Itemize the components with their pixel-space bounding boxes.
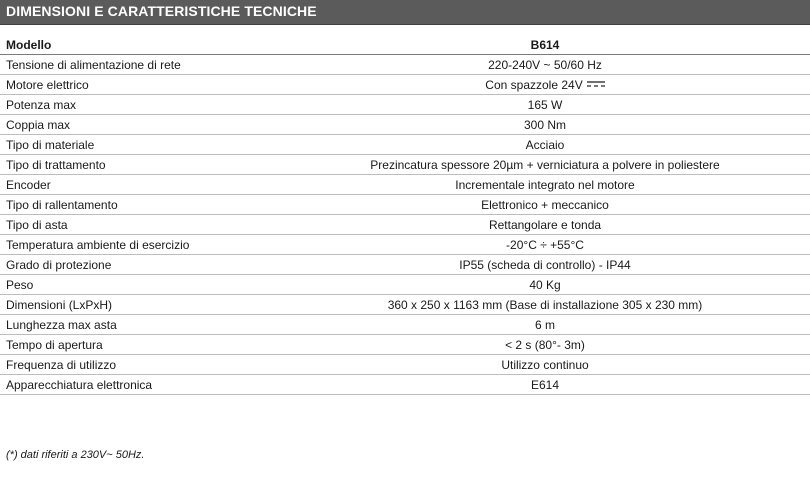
table-header-row — [0, 35, 810, 55]
footnote: (*) dati riferiti a 230V~ 50Hz. — [6, 449, 145, 461]
table-row — [0, 315, 810, 335]
spec-table — [0, 35, 810, 395]
row-label: Grado di protezione — [0, 255, 280, 275]
table-row — [0, 295, 810, 315]
row-value: Con spazzole 24V — [485, 77, 583, 92]
header-model: B614 — [280, 35, 810, 55]
row-label: Coppia max — [0, 115, 280, 135]
row-value: -20°C ÷ +55°C — [280, 235, 810, 255]
row-value: IP55 (scheda di controllo) - IP44 — [280, 255, 810, 275]
row-value: Rettangolare e tonda — [280, 215, 810, 235]
dc-current-icon — [587, 80, 605, 88]
table-row — [0, 75, 810, 95]
row-label: Tipo di materiale — [0, 135, 280, 155]
row-value: Elettronico + meccanico — [280, 195, 810, 215]
row-label: Motore elettrico — [0, 75, 280, 95]
section-title: DIMENSIONI E CARATTERISTICHE TECNICHE — [6, 3, 317, 19]
table-row — [0, 55, 810, 75]
row-value-cell — [280, 75, 810, 95]
row-label: Apparecchiatura elettronica — [0, 375, 280, 395]
row-value: 6 m — [280, 315, 810, 335]
row-label: Dimensioni (LxPxH) — [0, 295, 280, 315]
row-label: Tempo di apertura — [0, 335, 280, 355]
table-row — [0, 235, 810, 255]
row-label: Lunghezza max asta — [0, 315, 280, 335]
row-value: 300 Nm — [280, 115, 810, 135]
table-row — [0, 255, 810, 275]
table-row — [0, 355, 810, 375]
table-row — [0, 195, 810, 215]
row-value: 360 x 250 x 1163 mm (Base di installazione 305 x 230 mm) — [280, 295, 810, 315]
row-label: Potenza max — [0, 95, 280, 115]
table-row — [0, 275, 810, 295]
section-header — [0, 0, 810, 25]
table-row — [0, 375, 810, 395]
row-value: Utilizzo continuo — [280, 355, 810, 375]
row-label: Encoder — [0, 175, 280, 195]
row-label: Tipo di rallentamento — [0, 195, 280, 215]
table-row — [0, 135, 810, 155]
row-value: Incrementale integrato nel motore — [280, 175, 810, 195]
row-label: Tipo di asta — [0, 215, 280, 235]
table-row — [0, 115, 810, 135]
row-label: Peso — [0, 275, 280, 295]
header-label: Modello — [0, 35, 280, 55]
row-label: Temperatura ambiente di esercizio — [0, 235, 280, 255]
row-value: Acciaio — [280, 135, 810, 155]
table-row — [0, 155, 810, 175]
row-value: 40 Kg — [280, 275, 810, 295]
row-value: Prezincatura spessore 20µm + verniciatura a polvere in poliestere — [280, 155, 810, 175]
row-label: Tensione di alimentazione di rete — [0, 55, 280, 75]
row-label: Tipo di trattamento — [0, 155, 280, 175]
row-value: < 2 s (80°- 3m) — [280, 335, 810, 355]
table-row — [0, 215, 810, 235]
row-label: Frequenza di utilizzo — [0, 355, 280, 375]
table-row — [0, 175, 810, 195]
row-value: 220-240V ~ 50/60 Hz — [280, 55, 810, 75]
row-value: E614 — [280, 375, 810, 395]
row-value: 165 W — [280, 95, 810, 115]
table-row — [0, 95, 810, 115]
table-row — [0, 335, 810, 355]
